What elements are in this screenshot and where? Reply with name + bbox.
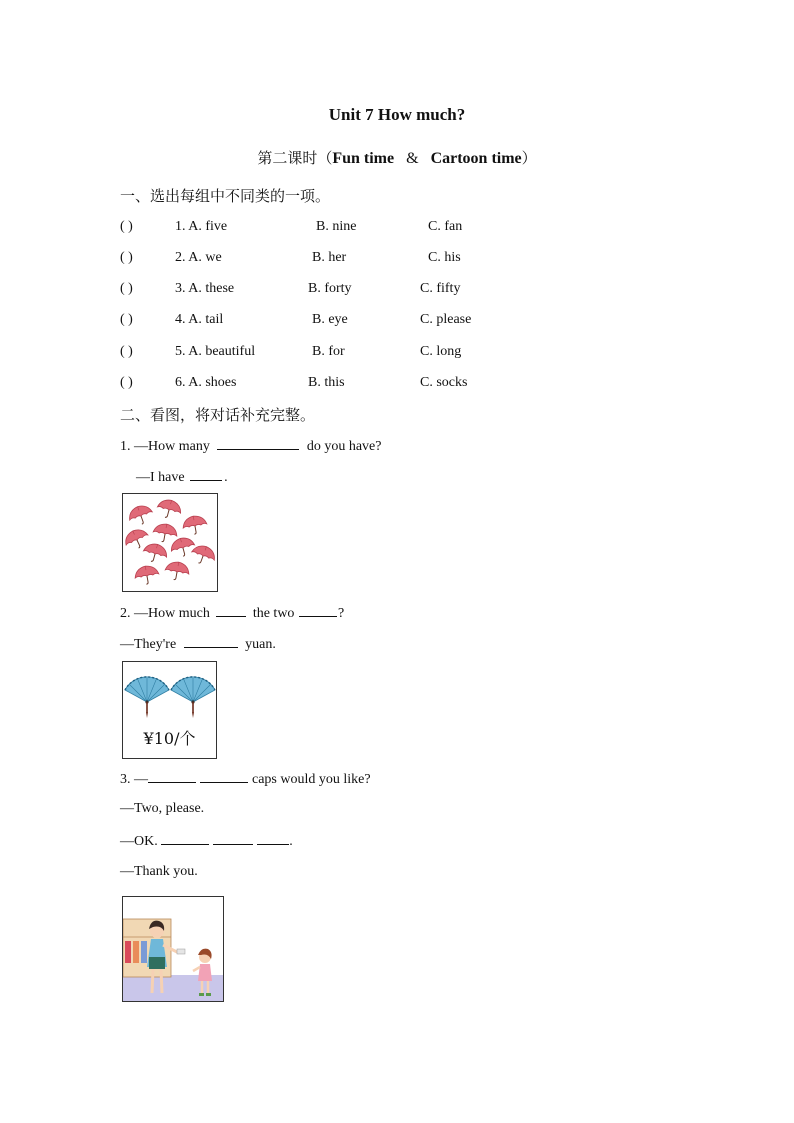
q3-text-a: 3. — (120, 772, 148, 787)
q2-text-b: the two (252, 606, 295, 621)
question-2-option-c: C. his (428, 250, 461, 265)
q1-line1 (120, 437, 381, 455)
question-1-option-a: 1. A. five (175, 219, 228, 234)
q2-line2 (120, 635, 276, 653)
question-3-option-c: C. fifty (420, 281, 461, 296)
page-subtitle (0, 147, 794, 168)
q3-blank-2[interactable] (200, 770, 248, 783)
q2-text-d: —They're (120, 637, 177, 652)
q2-text-c: ? (337, 606, 345, 621)
question-4-paren[interactable]: ( ) (120, 312, 133, 327)
q3-blank-4[interactable] (213, 832, 253, 845)
q2-blank-3[interactable] (184, 635, 238, 648)
question-2-option-b: B. her (312, 250, 347, 265)
fans-picture (122, 661, 217, 759)
q3-line1 (120, 770, 371, 788)
q1-text-c: —I have (136, 470, 185, 485)
q1-text-d: . (224, 470, 228, 485)
q3-blank-3[interactable] (161, 832, 209, 845)
q3-line4: —Thank you. (120, 864, 198, 879)
question-5-option-a: 5. A. beautiful (175, 344, 256, 359)
question-5-option-c: C. long (420, 344, 462, 359)
part1-heading: 一、选出每组中不同类的一项。 (120, 187, 331, 205)
part2-heading: 二、看图，将对话补充完整。 (120, 406, 316, 424)
fans-icon (123, 662, 216, 722)
subtitle-fun-time: Fun time (332, 150, 395, 167)
q2-text-a: 2. —How much (120, 606, 210, 621)
q1-blank-2[interactable] (190, 468, 222, 481)
subtitle-cartoon-time: Cartoon time (430, 150, 522, 167)
subtitle-close: ） (521, 149, 537, 167)
q1-line2 (136, 468, 228, 486)
q3-blank-5[interactable] (257, 832, 289, 845)
page-title: Unit 7 How much? (328, 105, 466, 124)
question-4-option-b: B. eye (312, 312, 348, 327)
umbrellas-picture (122, 493, 218, 592)
q2-line1 (120, 604, 344, 622)
question-1-paren[interactable]: ( ) (120, 219, 133, 234)
q2-blank-1[interactable] (216, 604, 246, 617)
question-6-option-a: 6. A. shoes (175, 375, 237, 390)
question-5-paren[interactable]: ( ) (120, 344, 133, 359)
question-1-option-b: B. nine (316, 219, 357, 234)
q1-blank-1[interactable] (217, 437, 299, 450)
question-5-option-b: B. for (312, 344, 345, 359)
question-6-option-b: B. this (308, 375, 345, 390)
question-3-paren[interactable]: ( ) (120, 281, 133, 296)
question-4-option-c: C. please (420, 312, 472, 327)
q3-text-c: —OK. (120, 834, 158, 849)
question-2-paren[interactable]: ( ) (120, 250, 133, 265)
q2-blank-2[interactable] (299, 604, 337, 617)
question-6-paren[interactable]: ( ) (120, 375, 133, 390)
subtitle-ampersand: & (406, 150, 419, 167)
q3-text-b: caps would you like? (252, 772, 371, 787)
question-4-option-a: 4. A. tail (175, 312, 224, 327)
q3-blank-1[interactable] (148, 770, 196, 783)
shop-scene-picture (122, 896, 224, 1002)
q1-text-b: do you have? (306, 439, 382, 454)
shop-scene-icon (123, 897, 223, 1001)
fan-price-label: ¥10/个 (143, 729, 196, 748)
question-3-option-a: 3. A. these (175, 281, 235, 296)
question-2-option-a: 2. A. we (175, 250, 222, 265)
q3-line3 (120, 832, 293, 850)
q3-line2: —Two, please. (120, 801, 205, 816)
question-6-option-c: C. socks (420, 375, 468, 390)
q2-text-e: yuan. (245, 637, 276, 652)
subtitle-cn: 第二课时（ (257, 149, 333, 167)
q3-text-d: . (289, 834, 293, 849)
q1-text-a: 1. —How many (120, 439, 210, 454)
question-1-option-c: C. fan (428, 219, 463, 234)
question-3-option-b: B. forty (308, 281, 352, 296)
umbrellas-icon (123, 494, 217, 591)
